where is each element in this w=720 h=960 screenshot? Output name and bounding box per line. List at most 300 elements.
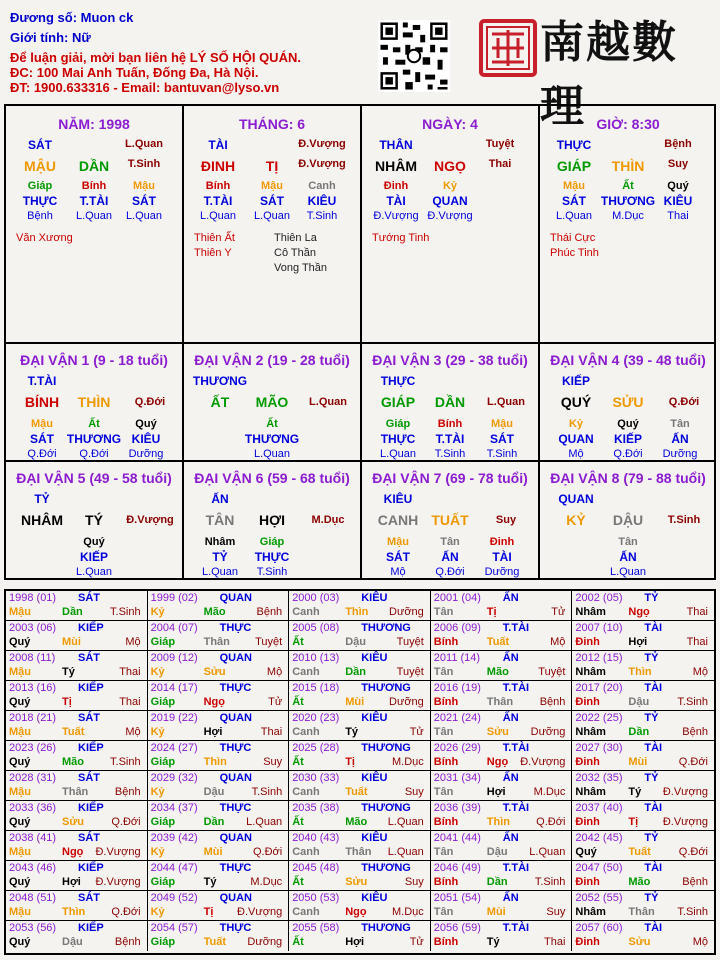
year-cell [148, 771, 290, 801]
year-stage: Tuyệt [255, 636, 283, 648]
year-branch: Dần [345, 666, 366, 678]
hidden-stem: Giáp [259, 536, 285, 548]
year-stem: Nhâm [575, 906, 606, 918]
year-ten-god: KIÊU [361, 892, 388, 904]
hidden-ten-god: KIÊU [663, 194, 693, 208]
earthly-branch: TỊ [265, 158, 279, 174]
year-ten-god: T.TÀI [502, 682, 530, 694]
year-ten-god: QUAN [219, 712, 252, 724]
year-cell [289, 891, 431, 921]
year-label: 2048 (51) [9, 892, 57, 904]
year-branch: Ngọ [203, 696, 225, 708]
dai-van-stem: TÂN [205, 512, 235, 528]
hidden-ten-god: SÁT [562, 194, 586, 208]
dai-van-cell [540, 344, 716, 460]
year-label: 2055 (58) [292, 922, 340, 934]
year-stem: Quý [9, 876, 31, 888]
year-label: 2050 (53) [292, 892, 340, 904]
year-branch: Tý [486, 936, 500, 948]
year-ten-god: TÀI [644, 622, 663, 634]
hidden-stage: Dưỡng [662, 448, 698, 460]
year-branch: Thân [628, 906, 655, 918]
year-branch: Thân [203, 636, 230, 648]
year-stem: Giáp [150, 936, 176, 948]
year-stem: Giáp [150, 816, 176, 828]
dai-van-title: ĐẠI VẬN 7 (69 - 78 tuổi) [372, 470, 528, 486]
year-cell [6, 681, 148, 711]
year-branch: Tý [203, 876, 217, 888]
year-stem: Kỷ [150, 786, 165, 798]
dai-van-stem: BÍNH [24, 394, 60, 410]
hidden-stem: Ất [266, 418, 278, 430]
year-stage: Suy [404, 786, 424, 798]
phone-email: ĐT: 1900.633316 - Email: bantuvan@lyso.vn [10, 80, 280, 95]
year-ten-god: KIẾP [78, 922, 104, 934]
year-stage: L.Quan [387, 846, 424, 858]
hidden-stage: L.Quan [253, 210, 291, 222]
year-label: 2034 (37) [150, 802, 198, 814]
year-stage: T.Sinh [251, 786, 283, 798]
year-stage: Dưỡng [389, 606, 424, 618]
pillar-stage: Bệnh [664, 138, 692, 150]
year-branch: Ngọ [62, 846, 84, 858]
year-stem: Ất [292, 756, 304, 768]
hidden-stem: Nhâm [204, 536, 236, 548]
year-stage: M.Dục [533, 786, 566, 798]
earthly-branch: DẦN [78, 158, 110, 174]
year-stem: Kỷ [150, 846, 165, 858]
shensha: Vong Thần [274, 262, 328, 274]
dai-van-stem: ẤT [210, 394, 230, 410]
year-ten-god: THỰC [219, 862, 252, 874]
hidden-stem: Tân [670, 418, 690, 430]
year-branch: Ngọ [628, 606, 650, 618]
year-cell [289, 711, 431, 741]
year-cell [148, 621, 290, 651]
year-cell [572, 921, 714, 951]
year-label: 2013 (16) [9, 682, 57, 694]
shensha: Cô Thần [274, 247, 316, 259]
pillar-cell [540, 106, 716, 342]
year-label: 2029 (32) [150, 772, 198, 784]
dai-van-branch: MÃO [255, 394, 289, 410]
heavenly-stem: MẬU [24, 158, 56, 174]
hidden-stage: Q.Đới [435, 566, 465, 578]
dai-van-ten-god: KIÊU [383, 492, 413, 506]
year-branch: Tị [345, 756, 355, 768]
year-stem: Mậu [9, 606, 31, 618]
year-ten-god: T.TÀI [502, 862, 530, 874]
year-label: 2032 (35) [575, 772, 623, 784]
year-label: 2016 (19) [433, 682, 481, 694]
year-label: 2025 (28) [292, 742, 340, 754]
year-stage: Tử [268, 696, 283, 708]
year-label: 2043 (46) [9, 862, 57, 874]
year-ten-god: SÁT [78, 832, 100, 844]
year-branch: Dậu [203, 786, 225, 798]
year-label: 2014 (17) [150, 682, 198, 694]
year-cell [572, 621, 714, 651]
dai-van-cell [540, 462, 716, 580]
year-label: 2028 (31) [9, 772, 57, 784]
hidden-ten-god: TÀI [492, 550, 512, 564]
year-branch: Dần [62, 606, 83, 618]
year-branch: Thân [62, 786, 89, 798]
year-ten-god: ẤN [502, 832, 519, 844]
hidden-ten-god: KIÊU [307, 194, 337, 208]
year-ten-god: KIẾP [78, 622, 104, 634]
year-branch: Thìn [628, 666, 652, 678]
year-ten-god: QUAN [219, 832, 252, 844]
hidden-stem: Đinh [489, 536, 515, 548]
year-ten-god: KIÊU [361, 712, 388, 724]
year-branch: Tị [628, 816, 639, 828]
year-stem: Nhâm [575, 666, 606, 678]
shensha: Văn Xương [16, 232, 73, 244]
year-stem: Bính [433, 756, 459, 768]
year-branch: Ngọ [486, 756, 509, 768]
year-ten-god: ẤN [502, 712, 519, 724]
hidden-stage: Q.Đới [613, 448, 643, 460]
brand-title: 南越數理 [540, 17, 678, 132]
year-label: 2037 (40) [575, 802, 623, 814]
year-cell [148, 681, 290, 711]
year-stage: Bệnh [682, 726, 708, 738]
year-ten-god: TÀI [644, 922, 663, 934]
year-stage: Q.Đới [536, 816, 566, 828]
hidden-stem: Đinh [383, 180, 409, 192]
dai-van-branch: SỬU [612, 394, 644, 410]
year-stem: Mậu [9, 666, 31, 678]
year-stage: Tử [551, 606, 566, 618]
hidden-stage: Bệnh [27, 210, 53, 222]
year-stem: Quý [9, 636, 31, 648]
hidden-ten-god: SÁT [490, 432, 514, 446]
year-label: 2038 (41) [9, 832, 57, 844]
year-label: 2002 (05) [575, 592, 623, 604]
year-ten-god: THỰC [219, 922, 252, 934]
year-branch: Tuất [62, 726, 85, 738]
hidden-stage: Q.Đới [79, 448, 109, 460]
year-stem: Tân [433, 606, 454, 618]
year-branch: Mão [203, 606, 226, 618]
pillar-stage: Đ.Vượng [298, 138, 346, 150]
hidden-stage: T.Sinh [256, 566, 288, 578]
year-label: 2046 (49) [433, 862, 481, 874]
year-label: 2015 (18) [292, 682, 340, 694]
year-stage: Mộ [125, 726, 141, 738]
year-label: 2052 (55) [575, 892, 623, 904]
year-cell [148, 591, 290, 621]
hidden-ten-god: QUAN [432, 194, 468, 208]
year-label: 2049 (52) [150, 892, 198, 904]
hidden-stem: Bính [205, 180, 231, 192]
hidden-ten-god: THƯƠNG [66, 432, 122, 446]
hidden-stem: Ất [622, 180, 634, 192]
hidden-stem: Bính [81, 180, 107, 192]
year-ten-god: SÁT [78, 892, 100, 904]
year-ten-god: SÁT [78, 592, 100, 604]
year-stage: Dưỡng [530, 726, 566, 738]
dai-van-ten-god: QUAN [558, 492, 594, 506]
dai-van-cell [6, 462, 182, 580]
year-branch: Thìn [486, 816, 511, 828]
year-stage: Mộ [550, 636, 566, 648]
year-stage: M.Dục [392, 906, 424, 918]
year-ten-god: TỶ [644, 832, 659, 844]
hidden-stage: T.Sinh [434, 448, 466, 460]
year-branch: Hợi [203, 726, 223, 738]
year-stem: Giáp [150, 876, 176, 888]
year-stem: Canh [292, 906, 320, 918]
year-ten-god: KIẾP [78, 742, 104, 754]
year-stage: Tuyệt [396, 666, 424, 678]
year-cell [6, 741, 148, 771]
year-branch: Thìn [345, 606, 369, 618]
year-branch: Tị [62, 696, 72, 708]
year-label: 2022 (25) [575, 712, 623, 724]
year-cell [431, 831, 573, 861]
year-branch: Tý [628, 786, 642, 798]
year-stage: T.Sinh [677, 696, 708, 708]
hidden-ten-god: T.TÀI [79, 194, 109, 208]
dai-van-ten-god: TỶ [34, 492, 50, 506]
year-label: 2006 (09) [433, 622, 481, 634]
year-cell [6, 861, 148, 891]
year-branch: Dần [628, 726, 650, 738]
hidden-stage: L.Quan [199, 210, 237, 222]
hidden-ten-god: KIẾP [79, 550, 109, 564]
year-label: 2021 (24) [433, 712, 481, 724]
year-stage: Thai [686, 606, 708, 618]
year-stage: L.Quan [387, 816, 424, 828]
year-stem: Quý [9, 696, 31, 708]
hidden-ten-god: T.TÀI [435, 432, 465, 446]
year-cell [6, 711, 148, 741]
year-branch: Mùi [628, 756, 648, 768]
year-stem: Giáp [150, 756, 176, 768]
hidden-stem: Quý [667, 180, 689, 192]
year-ten-god: QUAN [219, 892, 252, 904]
year-ten-god: T.TÀI [502, 742, 530, 754]
year-stage: Thai [686, 636, 708, 648]
hidden-ten-god: ẤN [441, 550, 459, 564]
year-stage: Suy [263, 756, 283, 768]
hidden-stem: Bính [437, 418, 463, 430]
year-stage: Bệnh [114, 786, 141, 798]
pillar-title: NĂM: 1998 [58, 116, 130, 132]
shensha: Thiên Ất [194, 232, 235, 244]
year-ten-god: QUAN [219, 772, 252, 784]
pillar-title: GIỜ: 8:30 [596, 116, 660, 132]
year-stem: Bính [433, 936, 459, 948]
year-cell [6, 921, 148, 951]
year-branch: Mùi [62, 636, 81, 648]
year-branch: Tuất [345, 786, 368, 798]
year-stem: Kỷ [150, 666, 165, 678]
year-stage: Thai [119, 666, 141, 678]
year-cell [431, 861, 573, 891]
year-cell [6, 651, 148, 681]
year-ten-god: TỶ [644, 712, 659, 724]
pillar-ten-god: SÁT [28, 138, 52, 152]
dai-van-stage: Q.Đới [134, 396, 166, 408]
year-stem: Canh [292, 666, 320, 678]
year-cell [148, 861, 290, 891]
dai-van-ten-god: THỰC [380, 374, 416, 388]
year-branch: Mão [486, 666, 509, 678]
year-stem: Quý [9, 756, 31, 768]
year-stage: Bệnh [539, 696, 566, 708]
hidden-ten-god: KIÊU [131, 432, 161, 446]
year-label: 2042 (45) [575, 832, 623, 844]
year-stage: L.Quan [529, 846, 566, 858]
year-ten-god: T.TÀI [502, 802, 530, 814]
hidden-stage: L.Quan [379, 448, 417, 460]
year-branch: Dần [486, 876, 508, 888]
year-ten-god: KIÊU [361, 832, 388, 844]
hidden-stage: Dưỡng [128, 448, 164, 460]
year-cell [6, 891, 148, 921]
year-branch: Tuất [628, 846, 651, 858]
year-stem: Đinh [575, 696, 600, 708]
hidden-stem: Tân [618, 536, 638, 548]
dai-van-cell [362, 344, 538, 460]
year-branch: Sửu [628, 936, 651, 948]
dai-van-stage: T.Sinh [667, 514, 701, 526]
year-label: 2007 (10) [575, 622, 623, 634]
year-label: 2018 (21) [9, 712, 57, 724]
year-label: 2009 (12) [150, 652, 198, 664]
pillar-ten-god: THỰC [556, 138, 592, 152]
year-stem: Giáp [150, 636, 176, 648]
year-ten-god: THỰC [219, 682, 252, 694]
dai-van-ten-god: KIẾP [561, 374, 591, 388]
year-ten-god: TỶ [644, 592, 659, 604]
year-branch: Thìn [203, 756, 227, 768]
year-stem: Giáp [150, 696, 176, 708]
year-stage: Suy [404, 876, 424, 888]
year-cell [431, 741, 573, 771]
year-stem: Đinh [575, 816, 600, 828]
year-stage: T.Sinh [534, 876, 566, 888]
year-ten-god: KIẾP [78, 682, 104, 694]
pillar-stage: L.Quan [125, 138, 163, 150]
year-cell [6, 591, 148, 621]
hidden-stage: Đ.Vượng [373, 210, 419, 222]
dai-van-title: ĐẠI VẬN 3 (29 - 38 tuổi) [372, 352, 528, 368]
year-stem: Đinh [575, 756, 600, 768]
year-cell [572, 681, 714, 711]
year-cell [289, 651, 431, 681]
year-stem: Mậu [9, 726, 31, 738]
year-cell [148, 891, 290, 921]
year-label: 2053 (56) [9, 922, 57, 934]
shensha: Tướng Tinh [372, 232, 430, 244]
year-cell [289, 861, 431, 891]
dai-van-stem: GIÁP [380, 394, 416, 410]
qr-code-icon [378, 20, 450, 92]
hidden-stem: Mậu [491, 418, 513, 430]
year-stage: Q.Đới [678, 846, 708, 858]
year-branch: Sửu [203, 666, 226, 678]
contact-invite: Để luận giải, mời bạn liên hệ LÝ SỐ HỘI QUÁN. [10, 50, 301, 65]
hidden-stage: L.Quan [75, 566, 113, 578]
year-label: 2031 (34) [433, 772, 481, 784]
year-branch: Dần [203, 816, 225, 828]
owner-name: Đương số: Muon ck [10, 10, 134, 25]
shensha: Thiên Y [194, 247, 232, 259]
year-branch: Mão [62, 756, 84, 768]
year-cell [431, 681, 573, 711]
year-stem: Quý [575, 846, 597, 858]
year-branch: Tuất [203, 936, 226, 948]
hidden-stem: Mậu [31, 418, 53, 430]
hidden-stage: T.Sinh [486, 448, 518, 460]
year-stage: Đ.Vượng [237, 906, 283, 918]
dai-van-branch: TUẤT [431, 512, 469, 528]
year-cell [289, 741, 431, 771]
year-stem: Canh [292, 606, 320, 618]
year-stem: Bính [433, 696, 459, 708]
hidden-stem: Mậu [261, 180, 283, 192]
year-cell [431, 921, 573, 951]
year-cell [6, 831, 148, 861]
year-ten-god: KIÊU [361, 772, 388, 784]
year-ten-god: TỶ [644, 772, 659, 784]
year-cell [148, 801, 290, 831]
dai-van-cell [184, 462, 360, 580]
year-branch: Hợi [486, 786, 506, 798]
dai-van-stage: Suy [495, 514, 517, 526]
year-stem: Ất [292, 876, 304, 888]
dai-van-stem: CANH [377, 512, 419, 528]
year-stage: Mộ [692, 936, 708, 948]
year-cell [572, 891, 714, 921]
year-ten-god: ẤN [502, 592, 519, 604]
year-label: 2011 (14) [433, 652, 481, 664]
dai-van-branch: HỢI [259, 512, 285, 528]
four-pillars-chart [4, 104, 716, 580]
year-stem: Đinh [575, 936, 600, 948]
year-ten-god: THƯƠNG [361, 862, 411, 874]
year-stem: Ất [292, 696, 304, 708]
hidden-stage: L.Quan [201, 566, 239, 578]
year-branch: Dậu [345, 636, 366, 648]
year-label: 2039 (42) [150, 832, 198, 844]
year-cell [572, 831, 714, 861]
year-label: 2000 (03) [292, 592, 340, 604]
year-label: 2001 (04) [433, 592, 481, 604]
year-ten-god: TÀI [644, 742, 663, 754]
year-stage: Dưỡng [389, 696, 424, 708]
dai-van-cell [184, 344, 360, 460]
year-ten-god: THƯƠNG [361, 922, 411, 934]
address: ĐC: 100 Mai Anh Tuấn, Đống Đa, Hà Nội. [10, 65, 259, 80]
dai-van-ten-god: T.TÀI [27, 374, 57, 388]
dai-van-stem: NHÂM [21, 512, 63, 528]
year-label: 2041 (44) [433, 832, 481, 844]
hidden-stem: Quý [135, 418, 157, 430]
year-stage: Đ.Vượng [95, 846, 141, 858]
year-branch: Mùi [486, 906, 506, 918]
year-ten-god: THƯƠNG [361, 622, 411, 634]
year-branch: Mùi [203, 846, 223, 858]
year-ten-god: TÀI [644, 802, 663, 814]
year-label: 2035 (38) [292, 802, 340, 814]
year-stage: L.Quan [246, 816, 283, 828]
year-label: 2020 (23) [292, 712, 340, 724]
